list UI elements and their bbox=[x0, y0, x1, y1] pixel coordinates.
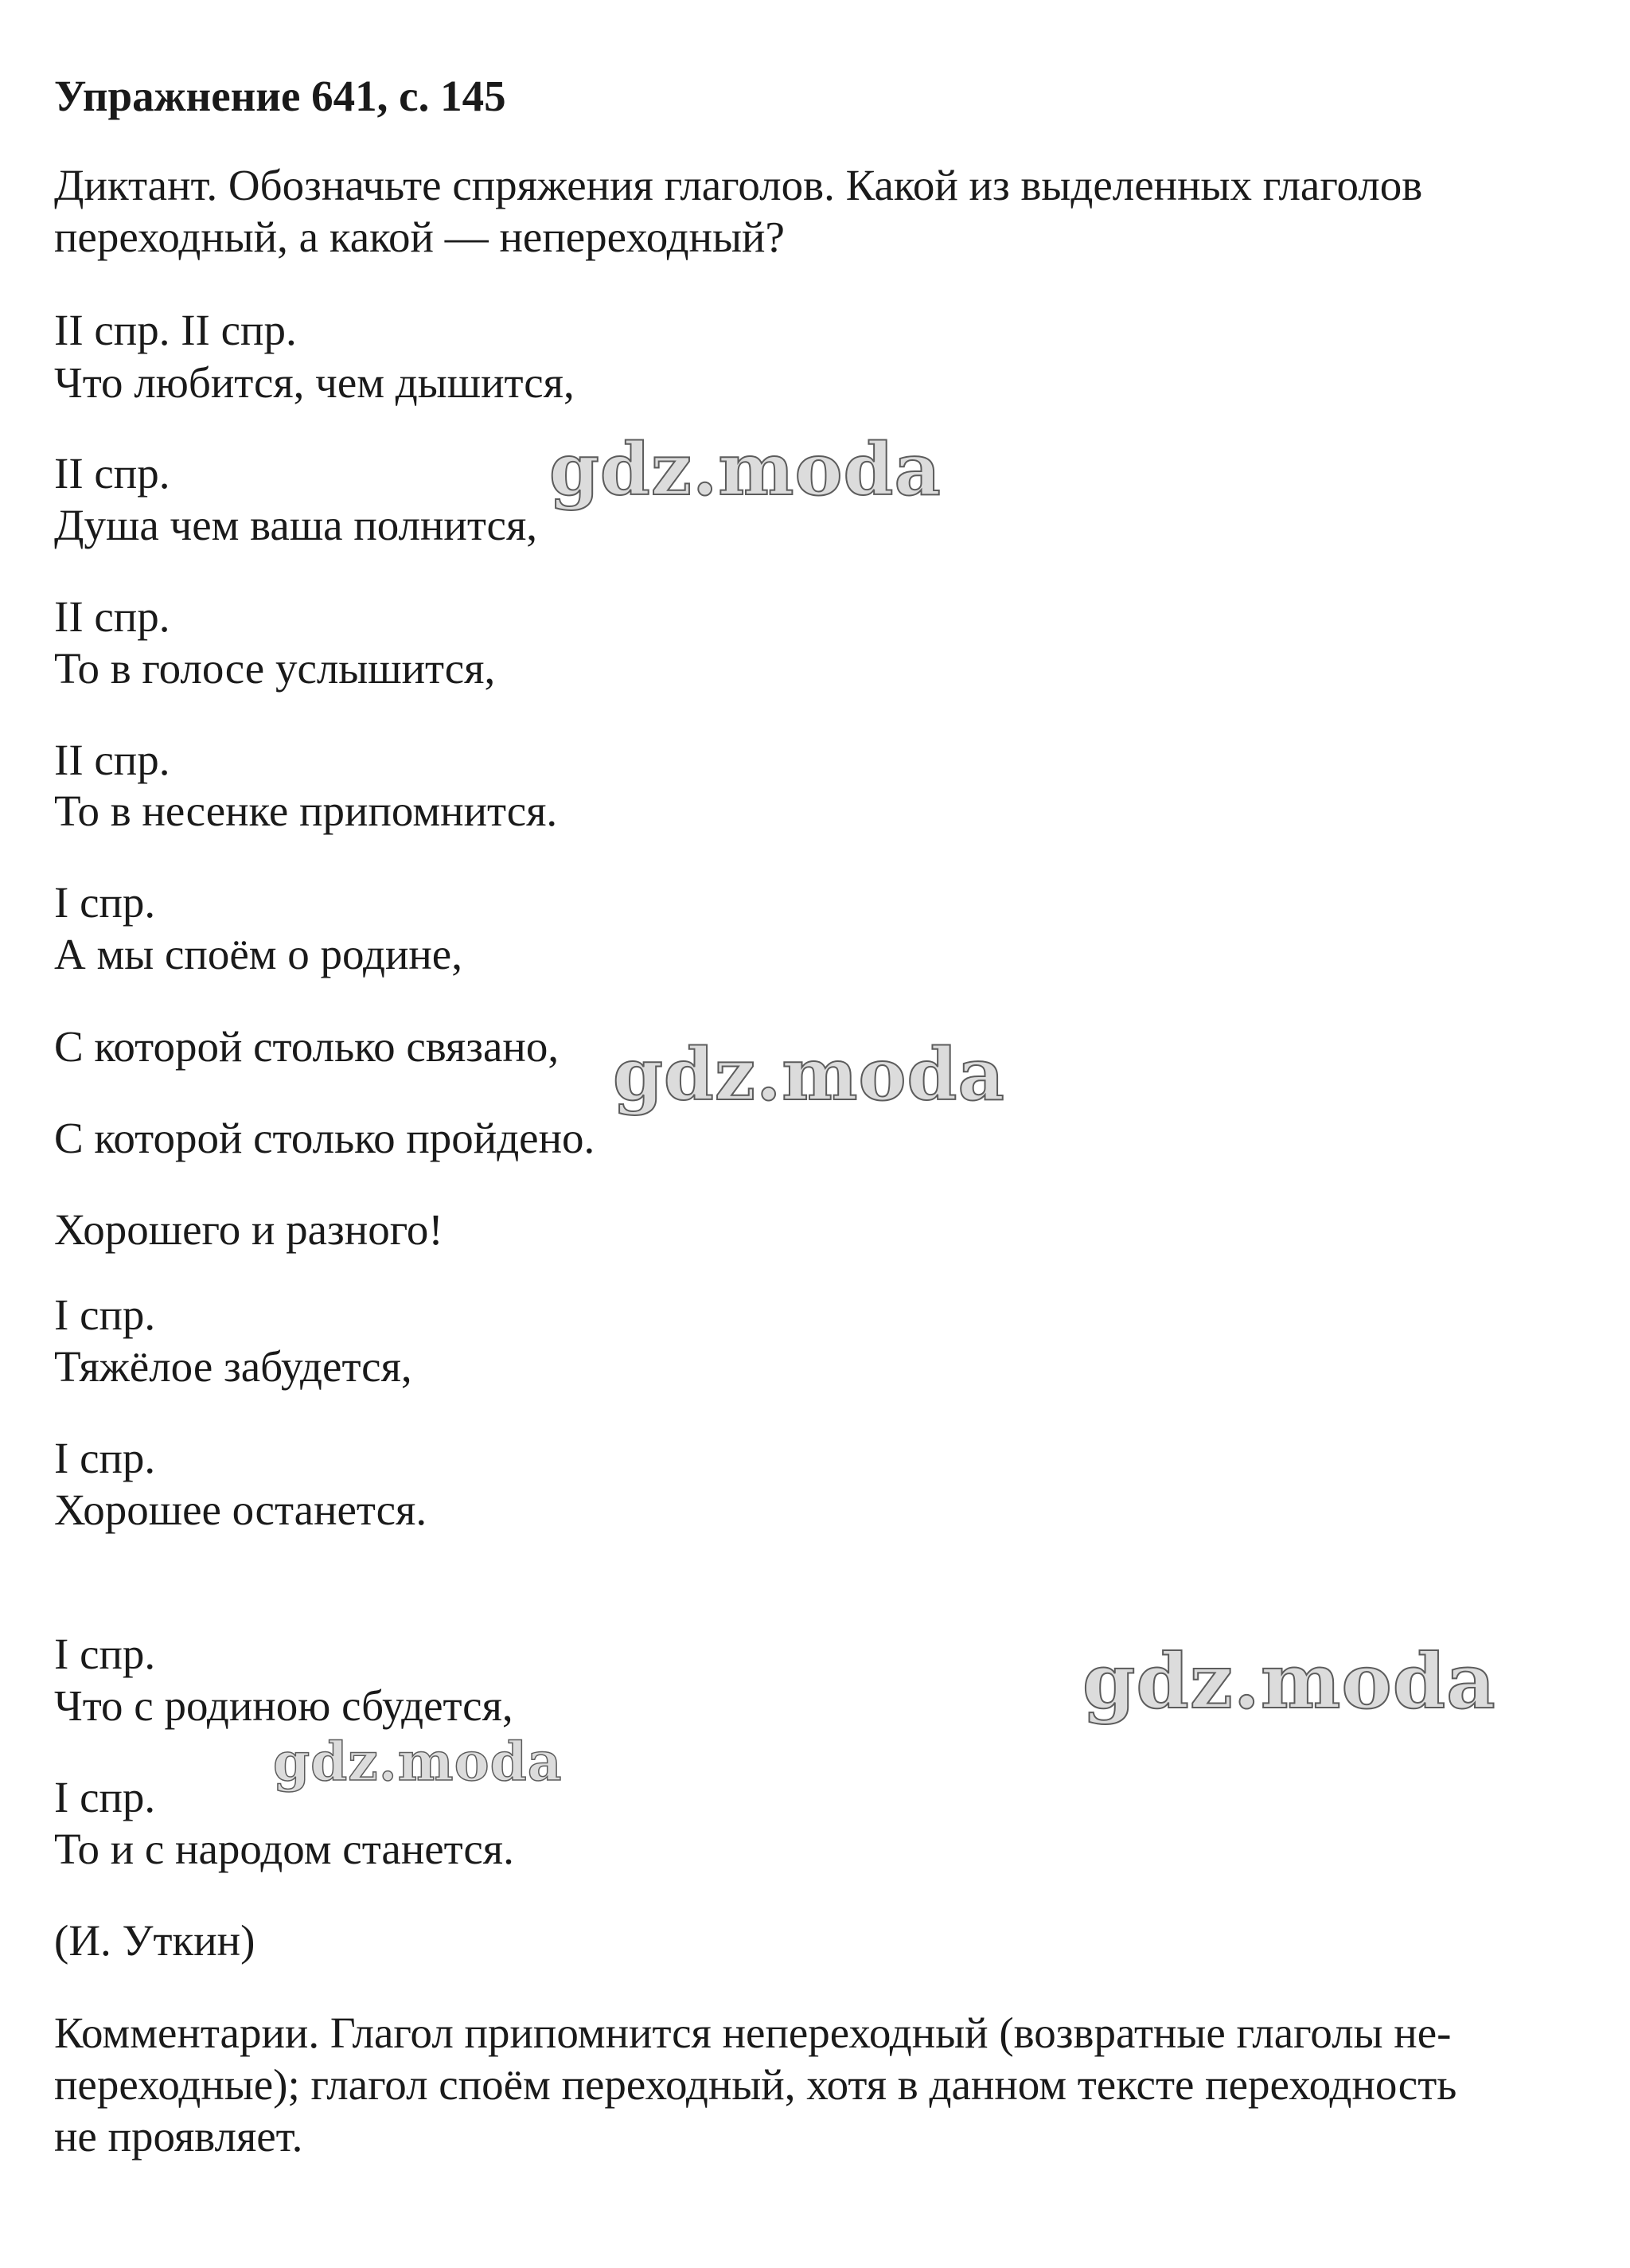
poem-line: То и с народом станется. bbox=[54, 1825, 514, 1873]
task-line: переходный, а какой — непереходный? bbox=[54, 213, 785, 261]
poem-line: I спр. bbox=[54, 1290, 156, 1339]
poem-line: С которой столько пройдено. bbox=[54, 1114, 595, 1162]
watermark: gdz.moda bbox=[1082, 1638, 1496, 1726]
comment-line: Комментарии. Глагол припомнится непереходный (возвратные глаголы не- bbox=[54, 2008, 1452, 2057]
poem-line: То в голосе услышится, bbox=[54, 644, 496, 693]
poem-line: Хорошего и разного! bbox=[54, 1205, 443, 1254]
comment-line: не проявляет. bbox=[54, 2112, 303, 2161]
watermark: gdz.moda bbox=[613, 1033, 1005, 1117]
author: (И. Уткин) bbox=[54, 1916, 255, 1965]
poem-line: То в несенке припомнится. bbox=[54, 787, 558, 835]
poem-line: I спр. bbox=[54, 1773, 156, 1821]
task-line: Диктант. Обозначьте спряжения глаголов. Какой из выделенных глаголов bbox=[54, 161, 1423, 209]
poem-line: Что с родиною сбудется, bbox=[54, 1681, 513, 1730]
comment-line: переходные); глагол споём переходный, хотя в данном тексте переходность bbox=[54, 2060, 1457, 2109]
poem-line: I спр. bbox=[54, 878, 156, 927]
poem-line: II спр. bbox=[54, 736, 170, 784]
watermark: gdz.moda bbox=[549, 427, 942, 512]
poem-line: А мы споём о родине, bbox=[54, 930, 462, 978]
exercise-title: Упражнение 641, с. 145 bbox=[54, 72, 506, 120]
poem-line: Душа чем ваша полнится, bbox=[54, 501, 538, 549]
poem-line: II спр. II спр. bbox=[54, 306, 297, 354]
poem-line: II спр. bbox=[54, 592, 170, 641]
poem-line: С которой столько связано, bbox=[54, 1022, 560, 1071]
poem-line: Что любится, чем дышится, bbox=[54, 358, 575, 407]
poem-line: II спр. bbox=[54, 449, 170, 498]
watermark: gdz.moda bbox=[273, 1731, 563, 1793]
poem-line: Хорошее останется. bbox=[54, 1485, 427, 1534]
poem-line: Тяжёлое забудется, bbox=[54, 1342, 412, 1391]
poem-line: I спр. bbox=[54, 1630, 156, 1678]
poem-line: I спр. bbox=[54, 1434, 156, 1482]
